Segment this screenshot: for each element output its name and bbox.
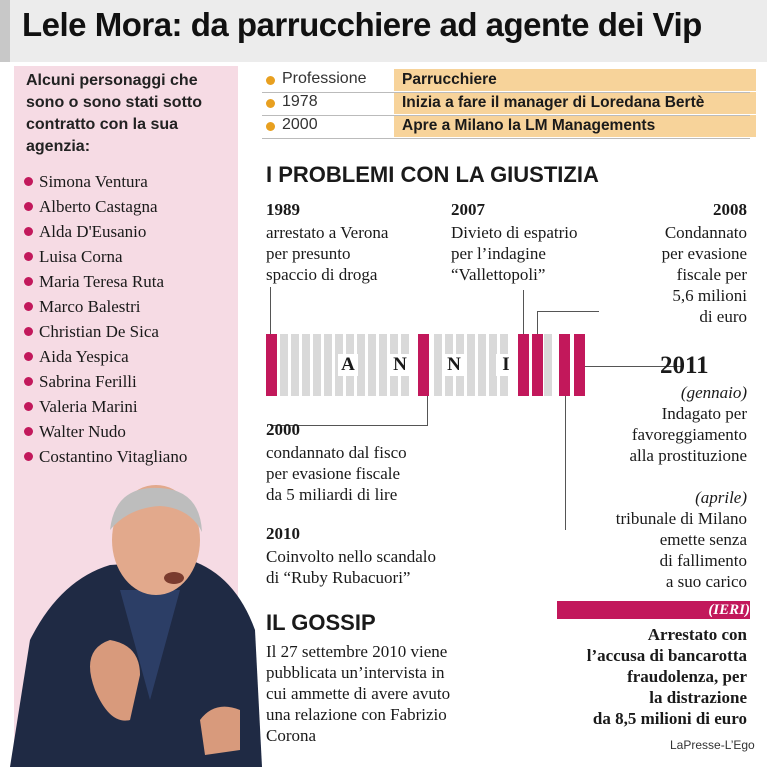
event-text <box>266 222 388 285</box>
header-accent-bar <box>0 0 10 62</box>
bullet-icon <box>266 99 275 108</box>
list-item <box>24 169 187 194</box>
timeline-segment <box>544 334 552 396</box>
vip-name: Alberto Castagna <box>39 197 158 216</box>
credit-label: LaPresse-L’Ego <box>670 738 755 752</box>
career-row <box>262 115 752 137</box>
event-line: di euro <box>699 307 747 326</box>
bullet-icon <box>24 402 33 411</box>
vip-name: Alda D'Eusanio <box>39 222 147 241</box>
event-line: spaccio di droga <box>266 265 378 284</box>
timeline-segment <box>280 334 288 396</box>
ieri-text <box>540 624 747 729</box>
event-text <box>266 546 436 588</box>
timeline-segment <box>291 334 299 396</box>
vip-list <box>24 169 187 469</box>
sidebar-intro: Alcuni personaggi che sono o sono stati sotto contratto con la sua agenzia: <box>26 72 202 155</box>
event-text <box>266 442 407 505</box>
timeline-segment <box>302 334 310 396</box>
event-line: condannato dal fisco <box>266 443 407 462</box>
list-item <box>24 219 187 244</box>
timeline-segment <box>478 334 486 396</box>
event-line: Divieto di espatrio <box>451 223 578 242</box>
ieri-badge: (IERI) <box>557 601 750 619</box>
connector-line <box>565 395 566 530</box>
event-year: 2008 <box>713 200 747 219</box>
ieri-line: da 8,5 milioni di euro <box>592 709 747 728</box>
ieri-line: fraudolenza, per <box>627 667 747 686</box>
list-item <box>24 369 187 394</box>
connector-line <box>270 287 271 335</box>
bullet-icon <box>24 227 33 236</box>
event-year-2011: 2011 <box>660 352 709 379</box>
timeline-marker <box>418 334 429 396</box>
bullet-icon <box>24 452 33 461</box>
event-line: Condannato <box>664 223 747 242</box>
vip-name: Christian De Sica <box>39 322 159 341</box>
timeline-bar <box>266 334 586 396</box>
event-text <box>451 222 578 285</box>
header <box>0 0 767 62</box>
anni-letter: A <box>338 354 358 376</box>
event-line: “Vallettopoli” <box>451 265 546 284</box>
event-year: 1989 <box>266 200 300 219</box>
divider <box>262 138 750 139</box>
list-item <box>24 194 187 219</box>
portrait-photo <box>0 470 262 767</box>
event-line: Coinvolto nello scandalo <box>266 547 436 566</box>
bullet-icon <box>24 427 33 436</box>
event-year: 2007 <box>451 200 485 219</box>
connector-line <box>537 311 538 335</box>
timeline-segment <box>368 334 376 396</box>
connector-line <box>523 290 524 335</box>
career-key: 1978 <box>282 93 318 110</box>
gossip-line: una relazione con Fabrizio <box>266 705 447 724</box>
bullet-icon <box>24 377 33 386</box>
career-key: Professione <box>282 70 367 87</box>
gossip-heading: IL GOSSIP <box>266 610 376 635</box>
bullet-icon <box>24 277 33 286</box>
vip-name: Luisa Corna <box>39 247 123 266</box>
career-value: Inizia a fare il manager di Loredana Bertè <box>394 92 756 114</box>
event-line: a suo carico <box>665 572 747 591</box>
page-title: Lele Mora: da parrucchiere ad agente dei Vip <box>22 6 702 43</box>
list-item <box>24 244 187 269</box>
event-month: (aprile) <box>695 488 747 507</box>
list-item <box>24 394 187 419</box>
vip-name: Simona Ventura <box>39 172 148 191</box>
event-year: 2010 <box>266 524 300 543</box>
connector-line <box>427 395 428 425</box>
vip-name: Aida Yespica <box>39 347 129 366</box>
career-value: Apre a Milano la LM Managements <box>394 115 756 137</box>
connector-line <box>537 311 599 312</box>
event-month: (gennaio) <box>680 383 747 402</box>
vip-name: Sabrina Ferilli <box>39 372 137 391</box>
anni-letter: N <box>444 354 464 376</box>
gossip-line: Corona <box>266 726 317 745</box>
event-line: 5,6 milioni <box>672 286 747 305</box>
ieri-line: la distrazione <box>649 688 747 707</box>
event-line: Indagato per <box>661 404 747 423</box>
vip-name: Walter Nudo <box>39 422 126 441</box>
list-item <box>24 269 187 294</box>
event-line: per evasione <box>661 244 747 263</box>
timeline-marker <box>559 334 570 396</box>
vip-name: Costantino Vitagliano <box>39 447 188 466</box>
list-item <box>24 344 187 369</box>
event-year: 2000 <box>266 420 300 439</box>
list-item <box>24 294 187 319</box>
list-item <box>24 444 187 469</box>
bullet-icon <box>266 122 275 131</box>
event-line: emette senza <box>659 530 747 549</box>
vip-name: Maria Teresa Ruta <box>39 272 165 291</box>
divider <box>262 92 750 93</box>
event-text <box>580 382 747 466</box>
gossip-line: cui ammette di avere avuto <box>266 684 451 703</box>
justice-heading: I PROBLEMI CON LA GIUSTIZIA <box>266 162 599 187</box>
event-line: arrestato a Verona <box>266 223 389 242</box>
anni-letter: N <box>390 354 410 376</box>
career-value: Parrucchiere <box>394 69 756 91</box>
timeline-segment <box>467 334 475 396</box>
event-line: alla prostituzione <box>629 446 747 465</box>
timeline-marker <box>532 334 543 396</box>
career-row <box>262 69 752 91</box>
event-line: fiscale per <box>676 265 747 284</box>
bullet-icon <box>24 202 33 211</box>
event-text <box>580 487 747 592</box>
timeline-segment <box>357 334 365 396</box>
event-line: per presunto <box>266 244 351 263</box>
event-line: tribunale di Milano <box>615 509 747 528</box>
gossip-text <box>266 641 450 746</box>
gossip-line: pubblicata un’intervista in <box>266 663 445 682</box>
list-item <box>24 419 187 444</box>
bullet-icon <box>266 76 275 85</box>
divider <box>262 115 750 116</box>
career-row <box>262 92 752 114</box>
ieri-line: l’accusa di bancarotta <box>586 646 747 665</box>
bullet-icon <box>24 252 33 261</box>
event-line: per l’indagine <box>451 244 546 263</box>
vip-name: Valeria Marini <box>39 397 138 416</box>
career-key: 2000 <box>282 116 318 133</box>
ieri-line: Arrestato con <box>647 625 747 644</box>
timeline-segment <box>379 334 387 396</box>
event-line: di “Ruby Rubacuori” <box>266 568 411 587</box>
event-line: per evasione fiscale <box>266 464 401 483</box>
bullet-icon <box>24 327 33 336</box>
event-text <box>600 222 747 327</box>
timeline-segment <box>313 334 321 396</box>
event-line: da 5 miliardi di lire <box>266 485 398 504</box>
list-item <box>24 319 187 344</box>
anni-letter: I <box>496 354 516 376</box>
bullet-icon <box>24 177 33 186</box>
bullet-icon <box>24 302 33 311</box>
timeline-marker <box>518 334 529 396</box>
timeline-segment <box>324 334 332 396</box>
gossip-line: Il 27 settembre 2010 viene <box>266 642 448 661</box>
timeline-marker <box>266 334 277 396</box>
event-line: favoreggiamento <box>631 425 747 444</box>
event-line: di fallimento <box>659 551 747 570</box>
vip-name: Marco Balestri <box>39 297 141 316</box>
bullet-icon <box>24 352 33 361</box>
timeline-segment <box>434 334 442 396</box>
